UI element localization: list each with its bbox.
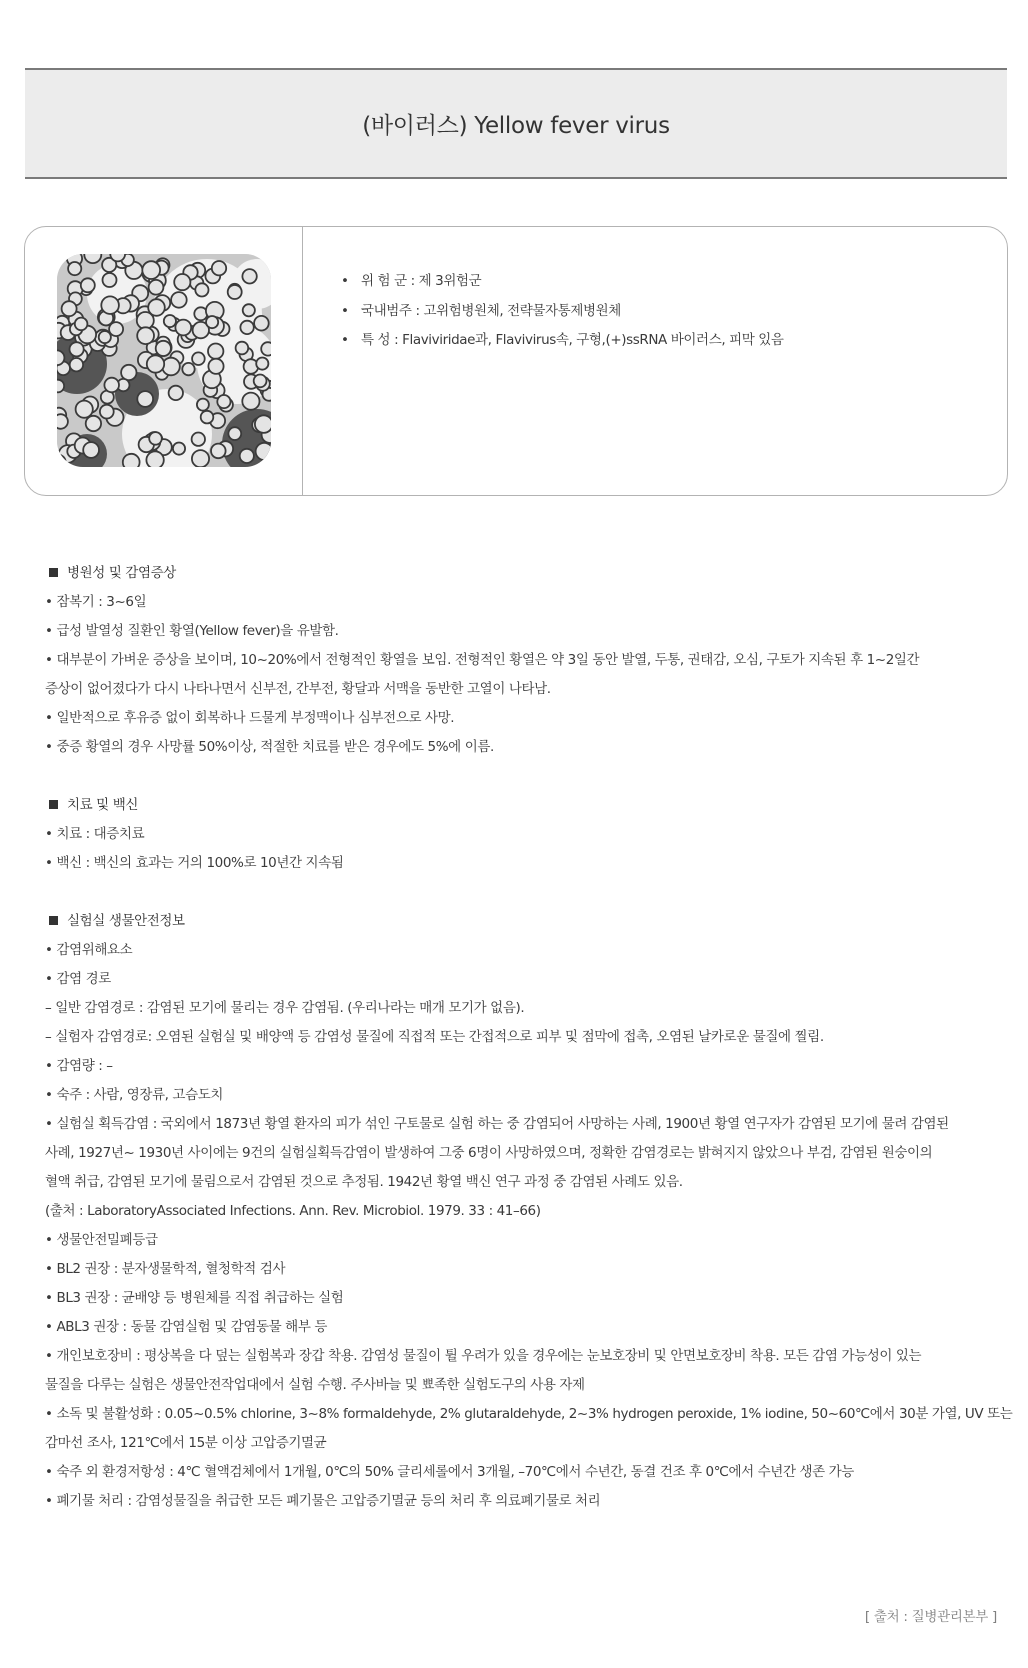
text-line: • 폐기물 처리 : 감염성물질을 취급한 모든 폐기물은 고압증기멸균 등의 처리 후 의료폐기물로 처리 — [45, 1493, 601, 1509]
square-bullet-icon — [49, 916, 58, 925]
text-line: (출처 : LaboratoryAssociated Infections. Ann. Rev. Microbiol. 1979. 33 : 41–66) — [45, 1203, 541, 1219]
text-line: • 감염 경로 — [45, 971, 111, 987]
virus-micrograph — [57, 254, 271, 467]
text-line: • 대부분이 가벼운 증상을 보이며, 10~20%에서 전형적인 황열을 보임. 전형적인 황열은 약 3일 동안 발열, 두통, 권태감, 오심, 구토가 지속된 후 1~2일간 — [45, 652, 920, 668]
text-line: 감마선 조사, 121℃에서 15분 이상 고압증기멸균 — [45, 1435, 327, 1451]
text-line: – 일반 감염경로 : 감염된 모기에 물리는 경우 감염됨. (우리나라는 매개 모기가 없음). — [45, 1000, 525, 1016]
text-line: • ABL3 권장 : 동물 감염실험 및 감염동물 해부 등 — [45, 1319, 327, 1335]
text-line: • 감염량 : – — [45, 1058, 113, 1074]
text-line: 사례, 1927년~ 1930년 사이에는 9건의 실험실획득감염이 발생하여 그중 6명이 사망하였으며, 정확한 감염경로는 밝혀지지 않았으나 부검, 감염된 원숭이의 — [45, 1145, 933, 1161]
text-line: • 백신 : 백신의 효과는 거의 100%로 10년간 지속됨 — [45, 855, 344, 871]
square-bullet-icon — [49, 800, 58, 809]
info-item-category: • 국내범주 : 고위험병원체, 전략물자통제병원체 — [341, 302, 621, 319]
text-line: 증상이 없어졌다가 다시 나타나면서 신부전, 간부전, 황달과 서맥을 동반한 고열이 나타남. — [45, 681, 551, 697]
section-heading-treatment: 치료 및 백신 — [45, 791, 1013, 820]
text-line: • 생물안전밀폐등급 — [45, 1232, 158, 1248]
text-line: • 잠복기 : 3~6일 — [45, 594, 147, 610]
page-title: (바이러스) Yellow fever virus — [362, 113, 670, 139]
text-line: 혈액 취급, 감염된 모기에 물림으로서 감염된 것으로 추정됨. 1942년 황열 백신 연구 과정 중 감염된 사례도 있음. — [45, 1174, 683, 1190]
square-bullet-icon — [49, 568, 58, 577]
info-box — [24, 226, 1008, 496]
text-line: • 숙주 : 사람, 영장류, 고슴도치 — [45, 1087, 224, 1103]
section-heading-biosafety: 실험실 생물안전정보 — [45, 907, 1013, 936]
info-divider — [302, 227, 303, 495]
source-footer: [ 출처 : 질병관리본부 ] — [864, 1609, 997, 1625]
text-line: • 일반적으로 후유증 없이 회복하나 드물게 부정맥이나 심부전으로 사망. — [45, 710, 455, 726]
text-line: 물질을 다루는 실험은 생물안전작업대에서 실험 수행. 주사바늘 및 뾰족한 실험도구의 사용 자제 — [45, 1377, 585, 1393]
info-list — [341, 267, 784, 356]
text-line: • 실험실 획득감염 : 국외에서 1873년 황열 환자의 피가 섞인 구토물로 실험 하는 중 감염되어 사망하는 사례, 1900년 황열 연구자가 감염된 모기에 물려 감염된 — [45, 1116, 949, 1132]
text-line: • BL3 권장 : 균배양 등 병원체를 직접 취급하는 실험 — [45, 1290, 344, 1306]
text-line: • 중증 황열의 경우 사망률 50%이상, 적절한 치료를 받은 경우에도 5%에 이름. — [45, 739, 494, 755]
text-line: • 소독 및 불활성화 : 0.05~0.5% chlorine, 3~8% formaldehyde, 2% glutaraldehyde, 2~3% hydrogen peroxide, 1% iodine, 50~60℃에서 30분 가열, UV 또는 — [45, 1406, 1013, 1422]
text-line: • 급성 발열성 질환인 황열(Yellow fever)을 유발함. — [45, 623, 339, 639]
content-body — [45, 559, 1013, 1516]
virus-micrograph-image — [57, 254, 271, 467]
text-line: • 치료 : 대증치료 — [45, 826, 145, 842]
text-line: • BL2 권장 : 분자생물학적, 혈청학적 검사 — [45, 1261, 286, 1277]
info-item-risk-group: • 위 험 군 : 제 3위험군 — [341, 273, 482, 289]
section-heading-pathogenicity: 병원성 및 감염증상 — [45, 559, 1013, 588]
text-line: – 실험자 감염경로: 오염된 실험실 및 배양액 등 감염성 물질에 직접적 또는 간접적으로 피부 및 점막에 접촉, 오염된 날카로운 물질에 찔림. — [45, 1029, 824, 1045]
info-item-characteristics: • 특 성 : Flaviviridae과, Flavivirus속, 구형,(+)ssRNA 바이러스, 피막 있음 — [341, 332, 784, 348]
title-bar — [25, 68, 1007, 179]
text-line: • 숙주 외 환경저항성 : 4℃ 혈액검체에서 1개월, 0℃의 50% 글리세롤에서 3개월, –70℃에서 수년간, 동결 건조 후 0℃에서 수년간 생존 가능 — [45, 1464, 854, 1480]
text-line: • 개인보호장비 : 평상복을 다 덮는 실험복과 장갑 착용. 감염성 물질이 튈 우려가 있을 경우에는 눈보호장비 및 안면보호장비 착용. 모든 감염 가능성이 있는 — [45, 1348, 922, 1364]
text-line: • 감염위해요소 — [45, 942, 133, 958]
